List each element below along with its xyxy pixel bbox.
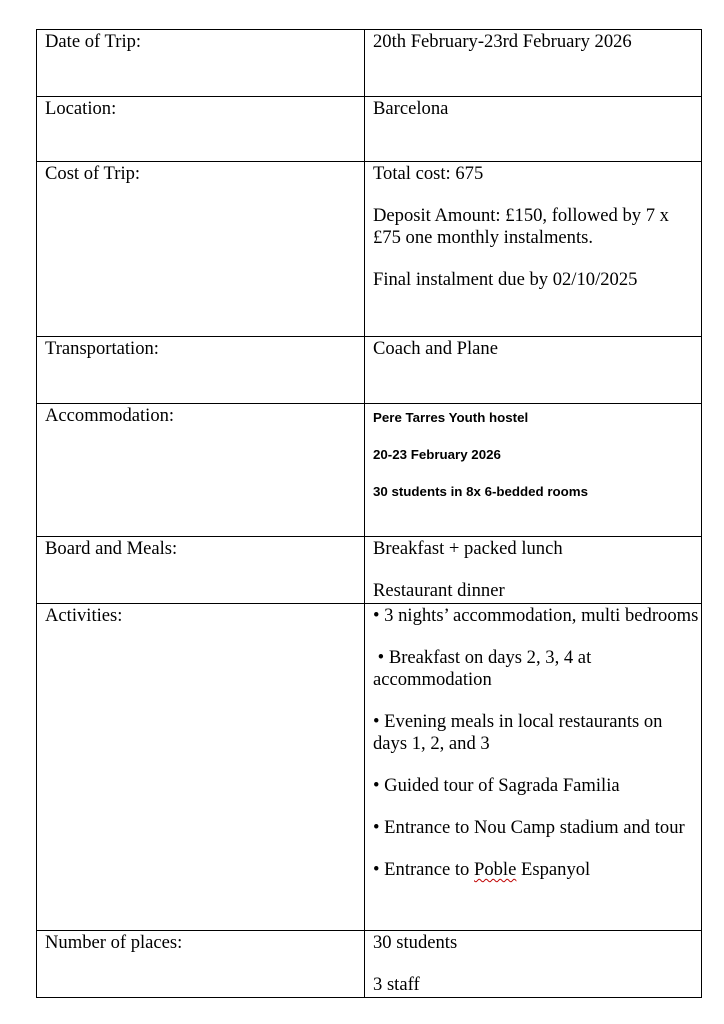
trip-details-table — [36, 29, 702, 998]
location-label-cell — [37, 97, 365, 162]
places-value-cell — [365, 931, 702, 998]
students-count-text: 30 students — [373, 932, 458, 953]
row-value: 20th February-23rd February 2026 — [373, 31, 632, 52]
activity-item: • Evening meals in local restaurants on days 1, 2, and 3 — [373, 711, 668, 754]
row-label: Location: — [45, 98, 117, 119]
places-label-cell — [37, 931, 365, 998]
transportation-label-cell — [37, 337, 365, 404]
row-value: Coach and Plane — [373, 338, 498, 359]
accommodation-value-cell — [365, 404, 702, 537]
row-value: Barcelona — [373, 98, 449, 119]
transportation-value-cell — [365, 337, 702, 404]
table-row — [37, 604, 702, 931]
table-row — [37, 97, 702, 162]
row-label: Accommodation: — [45, 405, 175, 426]
cost-value-cell — [365, 162, 702, 337]
activity-item-suffix: Espanyol — [516, 859, 591, 880]
table-row — [37, 537, 702, 604]
table-row — [37, 337, 702, 404]
spelling-flagged-word: Poble — [474, 859, 517, 880]
activity-item: • Guided tour of Sagrada Familia — [373, 775, 620, 796]
row-label: Date of Trip: — [45, 31, 142, 52]
board-meals-label-cell — [37, 537, 365, 604]
date-of-trip-label-cell — [37, 30, 365, 97]
row-label: Number of places: — [45, 932, 183, 953]
activities-value-cell — [365, 604, 702, 931]
breakfast-lunch-text: Breakfast + packed lunch — [373, 538, 563, 559]
accommodation-label-cell — [37, 404, 365, 537]
activity-item: • 3 nights’ accommodation, multi bedrooms — [373, 605, 699, 626]
room-allocation-text: 30 students in 8x 6-bedded rooms — [373, 484, 589, 499]
dinner-text: Restaurant dinner — [373, 580, 505, 601]
deposit-text: Deposit Amount: £150, followed by 7 x £75 one monthly instalments. — [373, 205, 669, 248]
table-row — [37, 931, 702, 998]
activity-item — [373, 859, 701, 881]
row-label: Cost of Trip: — [45, 163, 141, 184]
table-row — [37, 30, 702, 97]
table-row — [37, 162, 702, 337]
staff-count-text: 3 staff — [373, 974, 420, 995]
board-meals-value-cell — [365, 537, 702, 604]
total-cost-text: Total cost: 675 — [373, 163, 484, 184]
hostel-name-text: Pere Tarres Youth hostel — [373, 410, 529, 425]
activity-item-prefix: • Entrance to — [373, 859, 474, 880]
table-row — [37, 404, 702, 537]
row-label: Activities: — [45, 605, 123, 626]
location-value-cell — [365, 97, 702, 162]
activities-label-cell — [37, 604, 365, 931]
activity-item: • Breakfast on days 2, 3, 4 at accommodation — [373, 647, 596, 690]
row-label: Board and Meals: — [45, 538, 178, 559]
cost-label-cell — [37, 162, 365, 337]
date-of-trip-value-cell — [365, 30, 702, 97]
hostel-dates-text: 20-23 February 2026 — [373, 447, 501, 462]
activity-item: • Entrance to Nou Camp stadium and tour — [373, 817, 685, 838]
final-instalment-text: Final instalment due by 02/10/2025 — [373, 269, 638, 290]
row-label: Transportation: — [45, 338, 159, 359]
